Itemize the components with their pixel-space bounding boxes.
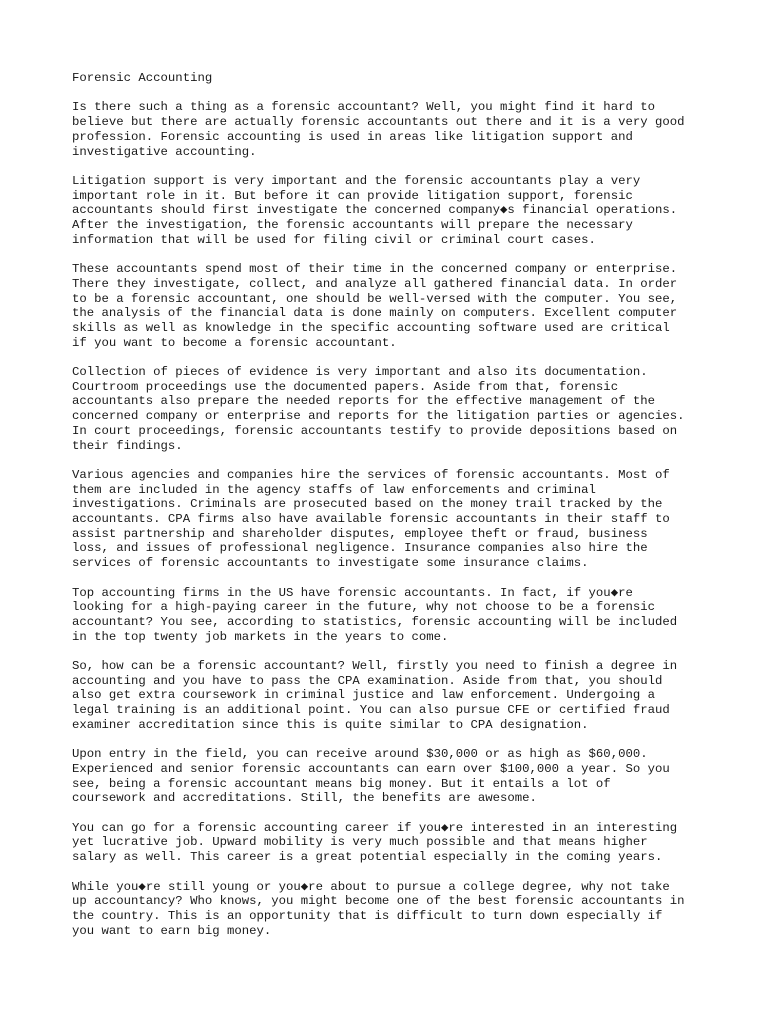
paragraph-line: believe but there are actually forensic accountants out there and it is a very good [72,115,685,130]
paragraph-line: coursework and accreditations. Still, the benefits are awesome. [72,791,537,806]
paragraph-line: Collection of pieces of evidence is very important and also its documentation. [72,365,648,379]
document-body [72,100,712,938]
paragraph-line: Experienced and senior forensic accountants can earn over $100,000 a year. So you [72,761,670,776]
paragraph-10 [72,880,712,939]
paragraph-line: yet lucrative job. Upward mobility is very much possible and that means higher [72,835,648,850]
paragraph-line: accountant? You see, according to statistics, forensic accounting will be included [72,614,678,629]
paragraph-line: investigations. Criminals are prosecuted based on the money trail tracked by the [72,497,663,512]
paragraph-line: Upon entry in the field, you can receive around $30,000 or as high as $60,000. [72,747,648,762]
paragraph-line: if you want to become a forensic accountant. [72,335,397,350]
paragraph-line: loss, and issues of professional negligence. Insurance companies also hire the [72,541,648,556]
document-title: Forensic Accounting [72,71,213,85]
paragraph-line: legal training is an additional point. You can also pursue CFE or certified fraud [72,703,670,718]
paragraph-8 [72,747,712,806]
paragraph-line: information that will be used for filing civil or criminal court cases. [72,232,596,247]
paragraph-line: assist partnership and shareholder disputes, employee theft or fraud, business [72,526,648,541]
paragraph-2 [72,174,712,248]
paragraph-line: So, how can be a forensic accountant? Well, firstly you need to finish a degree in [72,659,678,674]
paragraph-line: accountants also prepare the needed reports for the effective management of the [72,394,655,409]
paragraph-line: accounting and you have to pass the CPA examination. Aside from that, you should [72,673,663,688]
paragraph-7 [72,659,712,733]
paragraph-line: the analysis of the financial data is done mainly on computers. Excellent computer [72,306,678,321]
paragraph-line: also get extra coursework in criminal justice and law enforcement. Undergoing a [72,688,655,703]
paragraph-line: In court proceedings, forensic accountants testify to provide depositions based on [72,423,678,438]
paragraph-line: While you◆re still young or you◆re about to pursue a college degree, why not take [72,879,670,894]
paragraph-line: After the investigation, the forensic accountants will prepare the necessary [72,218,633,232]
paragraph-line: looking for a high-paying career in the future, why not choose to be a forensic [72,600,655,615]
paragraph-6 [72,586,712,645]
paragraph-line: salary as well. This career is a great potential especially in the coming years. [72,850,663,865]
paragraph-line: important role in it. But before it can provide litigation support, forensic [72,188,633,203]
paragraph-line: Top accounting firms in the US have forensic accountants. In fact, if you◆re [72,585,633,600]
paragraph-line: investigative accounting. [72,144,257,159]
paragraph-line: skills as well as knowledge in the specific accounting software used are critical [72,320,670,335]
paragraph-line: in the top twenty job markets in the years to come. [72,629,449,644]
paragraph-line: the country. This is an opportunity that is difficult to turn down especially if [72,908,663,923]
paragraph-line: them are included in the agency staffs of law enforcements and criminal [72,482,596,497]
paragraph-line: These accountants spend most of their time in the concerned company or enterprise. [72,262,678,277]
paragraph-1 [72,100,712,159]
paragraph-9 [72,821,712,865]
paragraph-line: to be a forensic accountant, one should be well-versed with the computer. You see, [72,291,678,306]
paragraph-line: accountants should first investigate the concerned company◆s financial operations. [72,203,678,218]
paragraph-line: services of forensic accountants to investigate some insurance claims. [72,556,589,571]
document-page [72,71,712,953]
paragraph-line: examiner accreditation since this is quite similar to CPA designation. [72,717,589,732]
paragraph-line: see, being a forensic accountant means big money. But it entails a lot of [72,776,611,791]
paragraph-line: accountants. CPA firms also have available forensic accountants in their staff to [72,512,670,527]
paragraph-line: Courtroom proceedings use the documented papers. Aside from that, forensic [72,379,619,394]
paragraph-line: profession. Forensic accounting is used in areas like litigation support and [72,129,633,144]
paragraph-line: concerned company or enterprise and reports for the litigation parties or agencies. [72,409,685,424]
paragraph-line: You can go for a forensic accounting career if you◆re interested in an interesting [72,820,678,835]
paragraph-3 [72,262,712,350]
paragraph-line: Litigation support is very important and the forensic accountants play a very [72,173,641,188]
paragraph-line: Is there such a thing as a forensic accountant? Well, you might find it hard to [72,100,655,115]
paragraph-line: you want to earn big money. [72,923,272,938]
paragraph-4 [72,365,712,453]
paragraph-line: their findings. [72,438,183,453]
paragraph-line: up accountancy? Who knows, you might become one of the best forensic accountants in [72,894,685,909]
paragraph-5 [72,468,712,571]
paragraph-line: Various agencies and companies hire the services of forensic accountants. Most of [72,467,670,482]
paragraph-line: There they investigate, collect, and analyze all gathered financial data. In order [72,276,678,291]
